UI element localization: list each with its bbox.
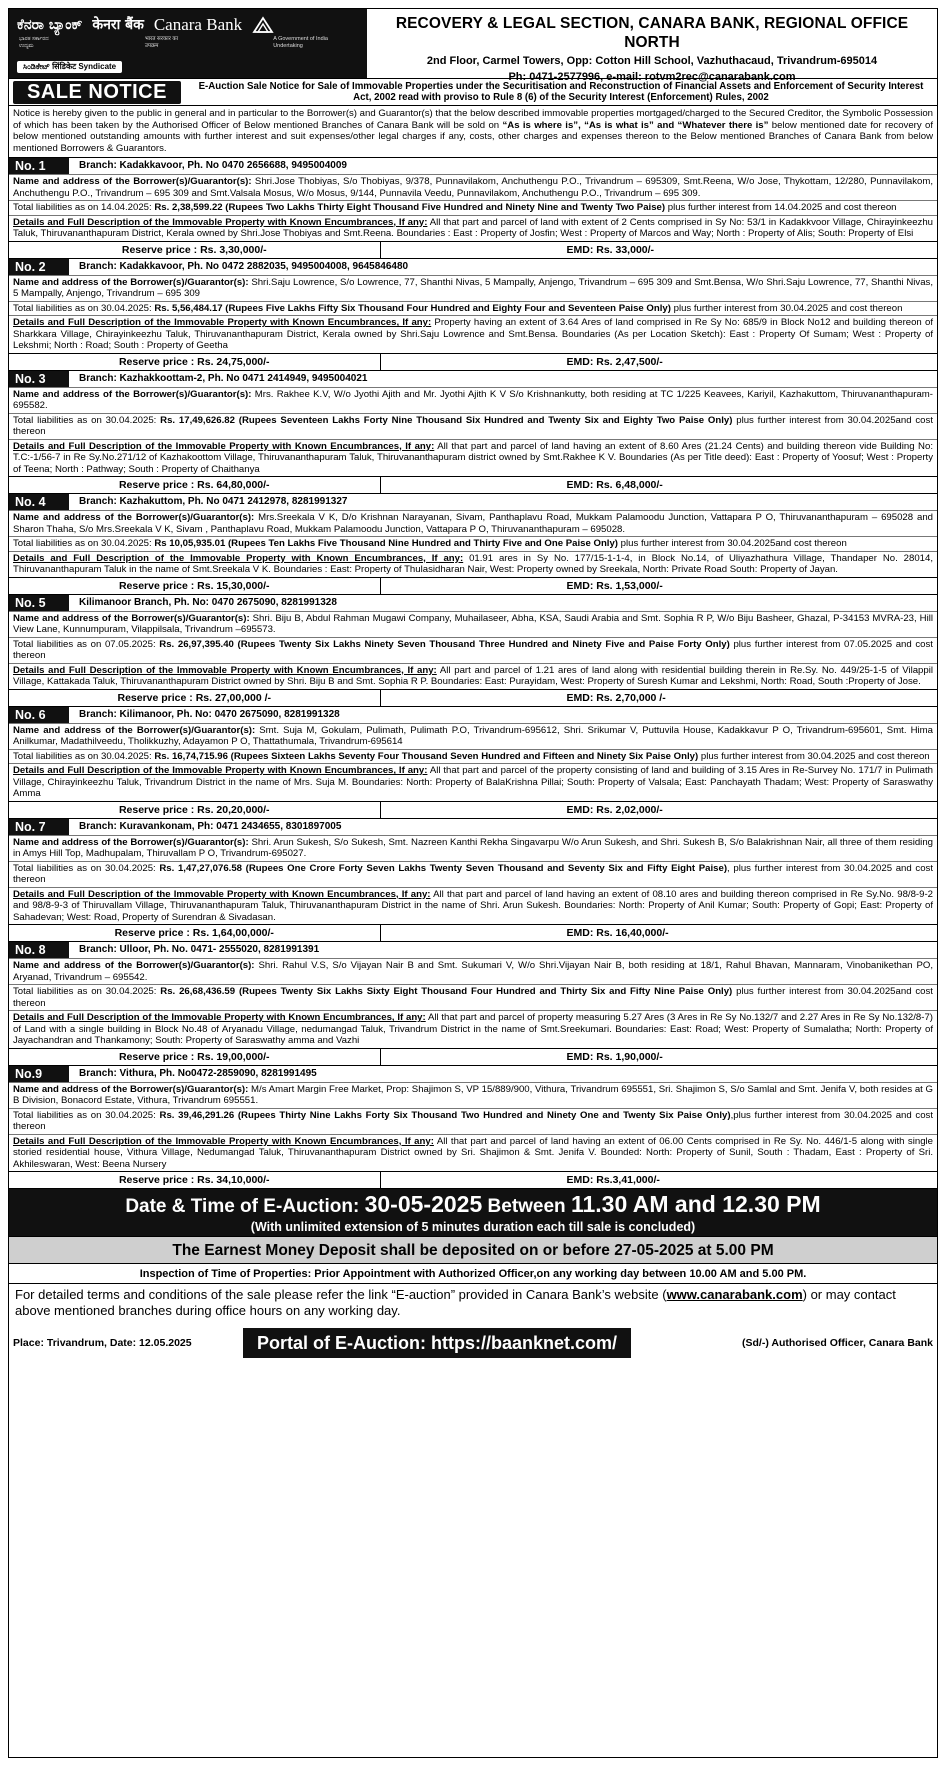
- item-number-badge: No. 5: [9, 595, 69, 611]
- logo-tagline-mid: भारत सरकार का उपक्रम: [144, 36, 179, 49]
- property-list: [9, 158, 937, 1189]
- borrower-details: Name and address of the Borrower(s)/Guarantor(s): Shri.Jose Thobiyas, S/o Thobiyas, 9/378, Punnavilakom, Anchuthengu P.O., Trivandrum – 695309, Smt.Reena, W/o Jose, Thykottam, 12/280, Punnavilakom, Anchuthengu P.O., Trivandrum – 695 309 and Smt.Valsala Mosus, W/o Mosus, 9/144, Punnavila Veedu, Punnavilakom, Anchuthengu P.O., Trivandrum – 695 309.: [9, 174, 937, 200]
- canarabank-website-link[interactable]: www.canarabank.com: [666, 1287, 803, 1302]
- branch-info: Kilimanoor Branch, Ph. No: 0470 2675090, 8281991328: [79, 596, 337, 608]
- reserve-price: Reserve price : Rs. 3,30,000/-: [9, 242, 381, 258]
- reserve-price: Reserve price : Rs. 27,00,000 /-: [9, 690, 381, 706]
- logo-tagline-right: A Government of India Undertaking: [273, 36, 328, 49]
- price-row: [9, 924, 937, 941]
- reserve-price: Reserve price : Rs. 15,30,000/-: [9, 578, 381, 594]
- branch-info: Branch: Kadakkavoor, Ph. No 0472 2882035, 9495004008, 9645846480: [79, 260, 409, 272]
- property-description: Details and Full Description of the Immovable Property with Known Encumbrances, If any: All that part and parcel of land having an extent of 8.60 Ares (21.24 Cents) and building thereon vide Building No: T.C:-1/56-7 in Re Sy.No.271/12 of Kazhakoottom Village, Thiruvananthapuram Taluk, Thiruvananthapuram district owned by Smt.Rakhee K V. Boundaries (As per Title deed): East : Property of Yoosuf; West : Property of Teena; North : Pathway; South : Property of Chaithanya: [9, 439, 937, 477]
- item-number-badge: No. 6: [9, 707, 69, 723]
- reserve-price: Reserve price : Rs. 64,80,000/-: [9, 477, 381, 493]
- emd-amount: EMD: Rs. 2,02,000/-: [566, 803, 663, 816]
- auction-portal-link[interactable]: Portal of E-Auction: https://baanknet.com/: [243, 1328, 631, 1358]
- branch-info: Branch: Kazhakuttom, Ph. No 0471 2412978, 8281991327: [79, 496, 348, 507]
- branch-info: Branch: Ulloor, Ph. No. 0471- 2555020, 8281991391: [79, 944, 320, 955]
- branch-info: Branch: Kazhakkoottam-2, Ph. No 0471 2414949, 9495004021: [79, 372, 368, 384]
- borrower-details: Name and address of the Borrower(s)/Guarantor(s): Mrs.Sreekala V K, D/o Krishnan Narayanan, Sivam, Panthaplavu Road, Mukkam Palamoodu Junction, Vattapara P O, Thiruvananthapuram – 695028 and Sharon Thaha, S/o Mrs.Sreekala V K, Sivam , Panthaplavu Road, Mukkam Palamoodu Junction, Vattapara P O, Thiruvananthapuram – 695028.: [9, 510, 937, 536]
- price-row: [9, 1048, 937, 1065]
- item-number-badge: No. 3: [9, 371, 69, 387]
- reserve-price: Reserve price : Rs. 1,64,00,000/-: [9, 925, 381, 941]
- syndicate-badge: ಸಿಂಡಿಕೇಟ್ सिंडिकेट Syndicate: [17, 61, 122, 73]
- sale-notice-sheet: [8, 8, 938, 1758]
- borrower-details: Name and address of the Borrower(s)/Guarantor(s): Shri. Rahul V.S, S/o Vijayan Nair B and Smt. Sukumari V, W/o Shri.Vijayan Nair B, both residing at 18/1, Rahul Bhavan, Mannaram, Vinobanikethan PO, Aryanad, Trivandrum – 695542.: [9, 958, 937, 984]
- item-number-badge: No. 1: [9, 158, 69, 174]
- price-row: [9, 577, 937, 594]
- sale-notice-row: [9, 79, 937, 106]
- property-description: Details and Full Description of the Immovable Property with Known Encumbrances, If any: All that part and parcel of land having an extent of 08.10 ares and building thereon comprised in Re Sy.No. 98/8-9-2 and 98/8-9-3 of Thiruvallam Village, Thiruvananthapuram Taluk, Thiruvananthapuram District in the name of Shri. Arun Sukesh. Boundaries: North: Property of Anil Kumar; South: Property of Gopi; East: Property of Sahadevan; West: Road, Property of Surendran & Sivadasan.: [9, 887, 937, 925]
- item-number-badge: No. 2: [9, 259, 69, 275]
- header: [9, 9, 937, 84]
- property-item: [9, 707, 937, 819]
- borrower-details: Name and address of the Borrower(s)/Guarantor(s): Shri. Arun Sukesh, S/o Sukesh, Smt. Nazreen Kanthi Rekha Singavarpu W/o Arun Sukesh, and Shri. Sukesh B, S/o Balakrishnan Nair, all three of them residing in Amys Hill Top, Madhupalam, Thiruvallam P O, Trivandrum-695027.: [9, 835, 937, 861]
- reserve-price: Reserve price : Rs. 20,20,000/-: [9, 802, 381, 818]
- property-item: [9, 259, 937, 371]
- logo-hindi: केनरा बैंक: [92, 16, 144, 33]
- emd-amount: EMD: Rs. 1,90,000/-: [566, 1050, 663, 1063]
- liabilities: Total liabilities as on 07.05.2025: Rs. 26,97,395.40 (Rupees Twenty Six Lakhs Ninety Seven Thousand Three Hundred and Ninety Five and Paise Forty Only) plus further interest from 07.05.2025 and cost thereon: [9, 637, 937, 663]
- price-row: [9, 1171, 937, 1188]
- branch-info: Branch: Vithura, Ph. No0472-2859090, 8281991495: [79, 1067, 317, 1079]
- borrower-details: Name and address of the Borrower(s)/Guarantor(s): Smt. Suja M, Gokulam, Pulimath, Pulimath P.O, Trivandrum-695612, Shri. Srikumar V, Puttuvila House, Kadakkavur P O, Trivandrum-695601, Smt. Hima Anilkumar, Madathilveedu, Tholikkuzhy, Adayamon P O, Thattathumala, Trivandrum-695614: [9, 723, 937, 749]
- liabilities: Total liabilities as on 14.04.2025: Rs. 2,38,599.22 (Rupees Two Lakhs Thirty Eight Thousand Five Hundred and Ninety Nine and Twenty Two Paise) plus further interest from 14.04.2025 and cost thereon: [9, 200, 937, 215]
- liabilities: Total liabilities as on 30.04.2025: Rs 10,05,935.01 (Rupees Ten Lakhs Five Thousand Nine Hundred and Thirty Five and One Paise Only) plus further interest from 30.04.2025and cost thereon: [9, 536, 937, 551]
- place-date: Place: Trivandrum, Date: 12.05.2025: [13, 1336, 192, 1349]
- property-description: Details and Full Description of the Immovable Property with Known Encumbrances, If any: Property having an extent of 3.64 Ares of land comprised in Re Sy No: 685/9 in Block No12 and building thereon of Sharkkara Village, Chirayinkeezhu Taluk, Thiruvananthapuram District, Kerala owned by Shri.Saju Lowrence and Smt.Bensa. Boundaries (As per Location Sketch): East : Property Of Sumam; West : Property of Lekshmi; North : Road; South : Property of Geetha: [9, 315, 937, 353]
- borrower-details: Name and address of the Borrower(s)/Guarantor(s): M/s Amart Margin Free Market, Prop: Shajimon S, VP 15/889/900, Vithura, Trivandrum 695551, Sri. Shajimon S, S/o Samlal and Smt. Jenifa V, both resides at G B Division, Bonacord Estate, Vithura, Trivandrum 695551.: [9, 1082, 937, 1108]
- emd-amount: EMD: Rs. 33,000/-: [566, 243, 655, 256]
- office-address: 2nd Floor, Carmel Towers, Opp: Cotton Hill School, Vazhuthacaud, Trivandrum-695014: [426, 55, 878, 68]
- sale-notice-title: E-Auction Sale Notice for Sale of Immovable Properties under the Securitisation and Reconstruction of Financial Assets and Enforcement of Security Interest Act, 2002 read with proviso to Rule 8 (6) of the Security Interest (Enforcement) Rules, 2002: [198, 80, 924, 103]
- footer: [9, 1324, 937, 1362]
- liabilities: Total liabilities as on 30.04.2025: Rs. 17,49,626.82 (Rupees Seventeen Lakhs Forty Nine Thousand Six Hundred and Twenty Six and Eighty Two Paise Only) plus further interest from 30.04.2025and cost thereon: [9, 413, 937, 439]
- item-number-badge: No.9: [9, 1066, 69, 1082]
- liabilities: Total liabilities as on 30.04.2025: Rs. 26,68,436.59 (Rupees Twenty Six Lakhs Sixty Eight Thousand Four Hundred and Thirty Six and Fifty Nine Paise Only) plus further interest from 30.04.2025and cost thereon: [9, 984, 937, 1010]
- reserve-price: Reserve price : Rs. 19,00,000/-: [9, 1049, 381, 1065]
- logo-english: Canara Bank: [153, 15, 243, 34]
- reserve-price: Reserve price : Rs. 34,10,000/-: [9, 1172, 381, 1188]
- property-item: [9, 494, 937, 595]
- liabilities: Total liabilities as on 30.04.2025: Rs. 1,47,27,076.58 (Rupees One Crore Forty Seven Lakhs Twenty Seven Thousand and Seventy Six and Fifty Eight Paise), plus further interest from 30.04.2025 and cost thereon: [9, 861, 937, 887]
- intro-paragraph: Notice is hereby given to the public in general and in particular to the Borrower(s) and Guarantor(s) that the below described immovable properties mortgaged/charged to the Secured Creditor, the Symbolic Possession of which has been taken by the Authorised Officer of Below mentioned Branches of Canara Bank will be sold on “As is where is”, “As is what is” and “Whatever there is” below mentioned date for recovery of below mentioned outstanding amounts with further interest and suit expenses/other legal charges if any, costs, other charges and expenses thereon to the Below mentioned Branches of Canara Bank from below mentioned Borrowers & Guarantors.: [9, 106, 937, 158]
- item-number-badge: No. 4: [9, 494, 69, 510]
- property-description: Details and Full Description of the Immovable Property with Known Encumbrances, If any: All part and parcel of 1.21 ares of land along with residential building therein in Re.Sy. No. 449/25-1-5 of Vilappil Village, Kattakada Taluk, Thiruvananthapuram District owned by Shri. Biju B and Smt. Sophia R P. Boundaries: East: Purayidam, West: Property of Suresh Kumar and Lekshmi, North: Road, South :Property of Jose.: [9, 663, 937, 689]
- borrower-details: Name and address of the Borrower(s)/Guarantor(s): Shri. Biju B, Abdul Rahman Mugawi Company, Muhailaseer, Abha, KSA, Saudi Arabia and Smt. Sophia R P, W/o Biju Basheer, Ghazal, P-34153 MVRA-23, Hill View Lane, Kunnumpuram, Vilappilsala, Trivandrum –695573.: [9, 611, 937, 637]
- item-number-badge: No. 7: [9, 819, 69, 835]
- property-description: Details and Full Description of the Immovable Property with Known Encumbrances, If any: All that part and parcel of land with extent of 2 Cents comprised in Sy No: 53/1 in Kadakkvoor Village, Chirayinkeezhu Taluk, Thiruvananthapuram District, Kerala owned by Shri.Jose Thobiyas and Smt.Reena. Boundaries : East : Property of Josfin; West : Property of Marcos and Way; North : Property of Alis; South: Property of Elsi: [9, 215, 937, 241]
- authorised-officer-signature: (Sd/-) Authorised Officer, Canara Bank: [742, 1336, 933, 1349]
- emd-amount: EMD: Rs. 2,70,000 /-: [566, 691, 666, 704]
- property-item: [9, 819, 937, 943]
- branch-info: Branch: Kuravankonam, Ph: 0471 2434655, 8301897005: [79, 820, 342, 832]
- logo-kannada: ಕೆನರಾ ಬ್ಯಾಂಕ್: [17, 16, 83, 33]
- liabilities: Total liabilities as on 30.04.2025: Rs. 5,56,484.17 (Rupees Five Lakhs Fifty Six Thousand Four Hundred and Eighty Four and Seventeen Paise Only) plus further interest from 30.04.2025 and cost thereon: [9, 301, 937, 316]
- logo-tagline-left: ಭಾರತ ಸರ್ಕಾರದ ಉದ್ಯಮ: [19, 36, 49, 49]
- borrower-details: Name and address of the Borrower(s)/Guarantor(s): Mrs. Rakhee K.V, W/o Jyothi Ajith and Mr. Jyothi Ajith K V S/o Krishnankutty, both residing at TC 1/225 Keavees, Kariyil, Kazhakuttom, Thiruvananthapuram-695582.: [9, 387, 937, 413]
- emd-amount: EMD: Rs. 6,48,000/-: [566, 479, 663, 491]
- auction-date-banner: Date & Time of E-Auction: 30-05-2025 Between 11.30 AM and 12.30 PM (With unlimited extension of 5 minutes duration each till sale is concluded): [9, 1189, 937, 1236]
- item-number-badge: No. 8: [9, 942, 69, 958]
- emd-amount: EMD: Rs.3,41,000/-: [566, 1174, 660, 1186]
- property-item: [9, 371, 937, 495]
- price-row: [9, 353, 937, 370]
- property-item: [9, 158, 937, 259]
- price-row: [9, 801, 937, 818]
- auction-extension-note: (With unlimited extension of 5 minutes duration each till sale is concluded): [250, 1219, 696, 1234]
- branch-info: Branch: Kilimanoor, Ph. No: 0470 2675090, 8281991328: [79, 708, 340, 720]
- office-title: RECOVERY & LEGAL SECTION, CANARA BANK, REGIONAL OFFICE NORTH: [395, 15, 909, 51]
- inspection-note: Inspection of Time of Properties: Prior Appointment with Authorized Officer,on any working day between 10.00 AM and 5.00 PM.: [9, 1264, 937, 1284]
- borrower-details: Name and address of the Borrower(s)/Guarantor(s): Shri.Saju Lowrence, S/o Lowrence, 77, Shanthi Nivas, 5 Mampally, Anjengo, Trivandrum – 695 309 and Smt.Bensa, W/o Shri.Saju Lowrence, 77, Shanthi Nivas, 5 Mampally, Anjengo, Trivandrum – 695 309: [9, 275, 937, 301]
- price-row: [9, 689, 937, 706]
- emd-amount: EMD: Rs. 1,53,000/-: [566, 579, 663, 592]
- property-description: Details and Full Description of the Immovable Property with Known Encumbrances, If any: All that part and parcel of land having an extent of 06.00 Cents comprised in Re Sy. No. 446/1-5 along with single storied residential house, Vithura Village, Nedumangad Taluk, Thiruvananthapuram District owned by Sri. Shajimon & Smt. Jenifa V. Bounded: North: Property of Sunil, South : Thadam, East : Property of Sri. Akhileswaran, West: Beena Nursery: [9, 1134, 937, 1172]
- property-item: [9, 942, 937, 1066]
- liabilities: Total liabilities as on 30.04.2025: Rs. 16,74,715.96 (Rupees Sixteen Lakhs Seventy Four Thousand Seven Hundred and Fifteen and Ninety Six Paise Only) plus further interest from 30.04.2025 and cost thereon: [9, 749, 937, 764]
- reserve-price: Reserve price : Rs. 24,75,000/-: [9, 354, 381, 370]
- property-description: Details and Full Description of the Immovable Property with Known Encumbrances, If any: All that part and parcel of property measuring 5.27 Ares (3 Ares in Re Sy No.132/7 and 2.27 Ares in Re Sy No.132/8-7) of Land with a single building in Block No.48 of Aryanadu Village, nedumangad Taluk, Trivandrum District in the name of Smt.Sreekumari. Boundaries: East: Road; West: Property of Sumalatha; North: Property of Jayachandran and Thankamony; South: Property of Saraswathy amma and Vazhi: [9, 1010, 937, 1048]
- price-row: [9, 476, 937, 493]
- sale-notice-badge: SALE NOTICE: [13, 81, 181, 104]
- branch-info: Branch: Kadakkavoor, Ph. No 0470 2656688, 9495004009: [79, 160, 347, 171]
- terms-paragraph: For detailed terms and conditions of the sale please refer the link “E-auction” provided in Canara Bank’s website (www.canarabank.com) or may contact above mentioned branches during office hours on any working day.: [15, 1287, 896, 1318]
- emd-deadline-banner: The Earnest Money Deposit shall be deposited on or before 27-05-2025 at 5.00 PM: [9, 1236, 937, 1264]
- property-description: Details and Full Description of the Immovable Property with Known Encumbrances, If any: All that part and parcel of the property consisting of land and building of 3.15 Ares in Re-Survey No. 171/7 in Pulimath Village, Chirayinkeezhu Taluk, Trivandrum District in the name of Mrs. Suja M. Boundaries: North: Property of BalaKrishna Pillai; South: Property of Valsala; East: Panchayath Thadam; West: Property of Saraswathy Amma: [9, 763, 937, 801]
- emd-amount: EMD: Rs. 2,47,500/-: [566, 355, 663, 368]
- office-contact: Ph: 0471-2577996, e-mail: rotvm2rec@canarabank.com: [508, 71, 796, 84]
- property-description: Details and Full Description of the Immovable Property with Known Encumbrances, If any: 01.91 ares in Sy No. 177/15-1-1-4, in Block No.14, of Uliyazhathura Village, Thandaper No. 28014, Thiruvananthapuram Taluk in the name of Smt.Sreekala V K. Boundaries : East: Property of Thulasidharan Nair, West: Property owned by Sreekala, North: Private Road South: Property of Jayan.: [9, 551, 937, 577]
- price-row: [9, 241, 937, 258]
- canara-triangle-icon: [252, 16, 274, 34]
- liabilities: Total liabilities as on 30.04.2025: Rs. 39,46,291.26 (Rupees Thirty Nine Lakhs Forty Six Thousand Two Hundred and Ninety One and Twenty Six Paise Only),plus further interest from 30.04.2025 and cost thereon: [9, 1108, 937, 1134]
- property-item: [9, 1066, 937, 1190]
- property-item: [9, 595, 937, 707]
- canara-bank-logo: [9, 9, 367, 78]
- emd-amount: EMD: Rs. 16,40,000/-: [566, 927, 669, 939]
